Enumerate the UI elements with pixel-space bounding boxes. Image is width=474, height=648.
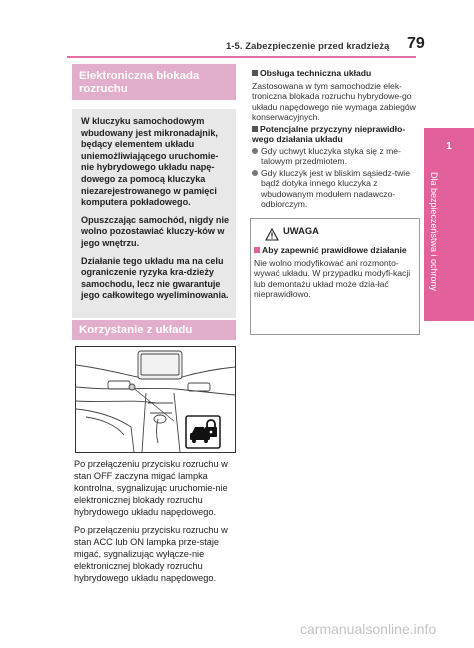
usage-description: [74, 458, 240, 590]
warning-heading: Aby zapewnić prawidłowe działanie: [254, 245, 407, 255]
section-title: 1-5. Zabezpieczenie przed kradzieżą: [226, 40, 390, 51]
page-number: 79: [407, 35, 425, 52]
body-paragraph: Po przełączeniu przycisku rozruchu w stan ACC lub ON lampka prze-staje migać, sygnalizując wyłącze-nie elektronicznej blokady rozruchu hybrydowego układu napędowego.: [74, 525, 228, 583]
watermark: carmanualsonline.info: [300, 621, 437, 637]
square-bullet-icon: [252, 126, 258, 132]
section-heading-immobilizer: Elektroniczna blokada rozruchu: [72, 64, 236, 100]
malfunction-heading: Potencjalne przyczyny nieprawidło-wego działania układu: [252, 124, 406, 145]
info-box: [72, 109, 236, 318]
info-paragraph: Opuszczając samochód, nigdy nie wolno pozostawiać kluczy-ków w jego wnętrzu.: [81, 214, 230, 248]
warning-triangle-icon: [265, 228, 279, 246]
dashboard-illustration: [75, 346, 236, 453]
chapter-number: 1: [446, 141, 452, 152]
header-divider: [67, 56, 416, 58]
maintenance-heading: Obsługa techniczna układu: [252, 68, 371, 78]
warning-title: UWAGA: [283, 225, 319, 236]
square-bullet-icon: [254, 247, 260, 253]
info-paragraph: W kluczyku samochodowym wbudowany jest mikronadajnik, będący elementem układu uniemożliwiającego uruchomie-nie hybrydowego układu napę-dowego za pomocą kluczyka niezarejestrowanego w pamięci komputera pokładowego.: [81, 116, 219, 208]
body-paragraph: Po przełączeniu przycisku rozruchu w stan OFF zaczyna migać lampka kontrolna, sygnalizując uruchomie-nie elektronicznej blokady rozruchu hybrydowego układu napędowego.: [74, 459, 228, 517]
maintenance-text: Zastosowana w tym samochodzie elek-troniczna blokada rozruchu hybrydowe-go układu napędowego nie wymaga zabiegów konserwacyjnych.: [252, 81, 416, 123]
immobilizer-lock-car-icon: [186, 416, 220, 448]
info-paragraph: Działanie tego układu ma na celu ograniczenie ryzyka kra-dzieży samochodu, lecz nie gwarantuje jego całkowitego wyeliminowania.: [81, 255, 229, 301]
section-heading-usage: Korzystanie z układu: [72, 320, 236, 340]
bullet-dot-icon: [252, 170, 258, 176]
chapter-label: Dla bezpieczeństwa i ochrony: [429, 172, 439, 292]
warning-text: Nie wolno modyfikować ani rozmonto-wywać układu. W przypadku modyfi-kacji lub demontażu układ może dzia-łać nieprawidłowo.: [254, 258, 411, 300]
malfunction-bullet: Gdy uchwyt kluczyka styka się z me-talowym przedmiotem.: [252, 146, 418, 167]
square-bullet-icon: [252, 70, 258, 76]
bullet-dot-icon: [252, 148, 258, 154]
malfunction-bullet: Gdy kluczyk jest w bliskim sąsiedz-twie bądź dotyka innego kluczyka z wbudowanym modułem nadawczo-odbiorczym.: [252, 168, 418, 210]
